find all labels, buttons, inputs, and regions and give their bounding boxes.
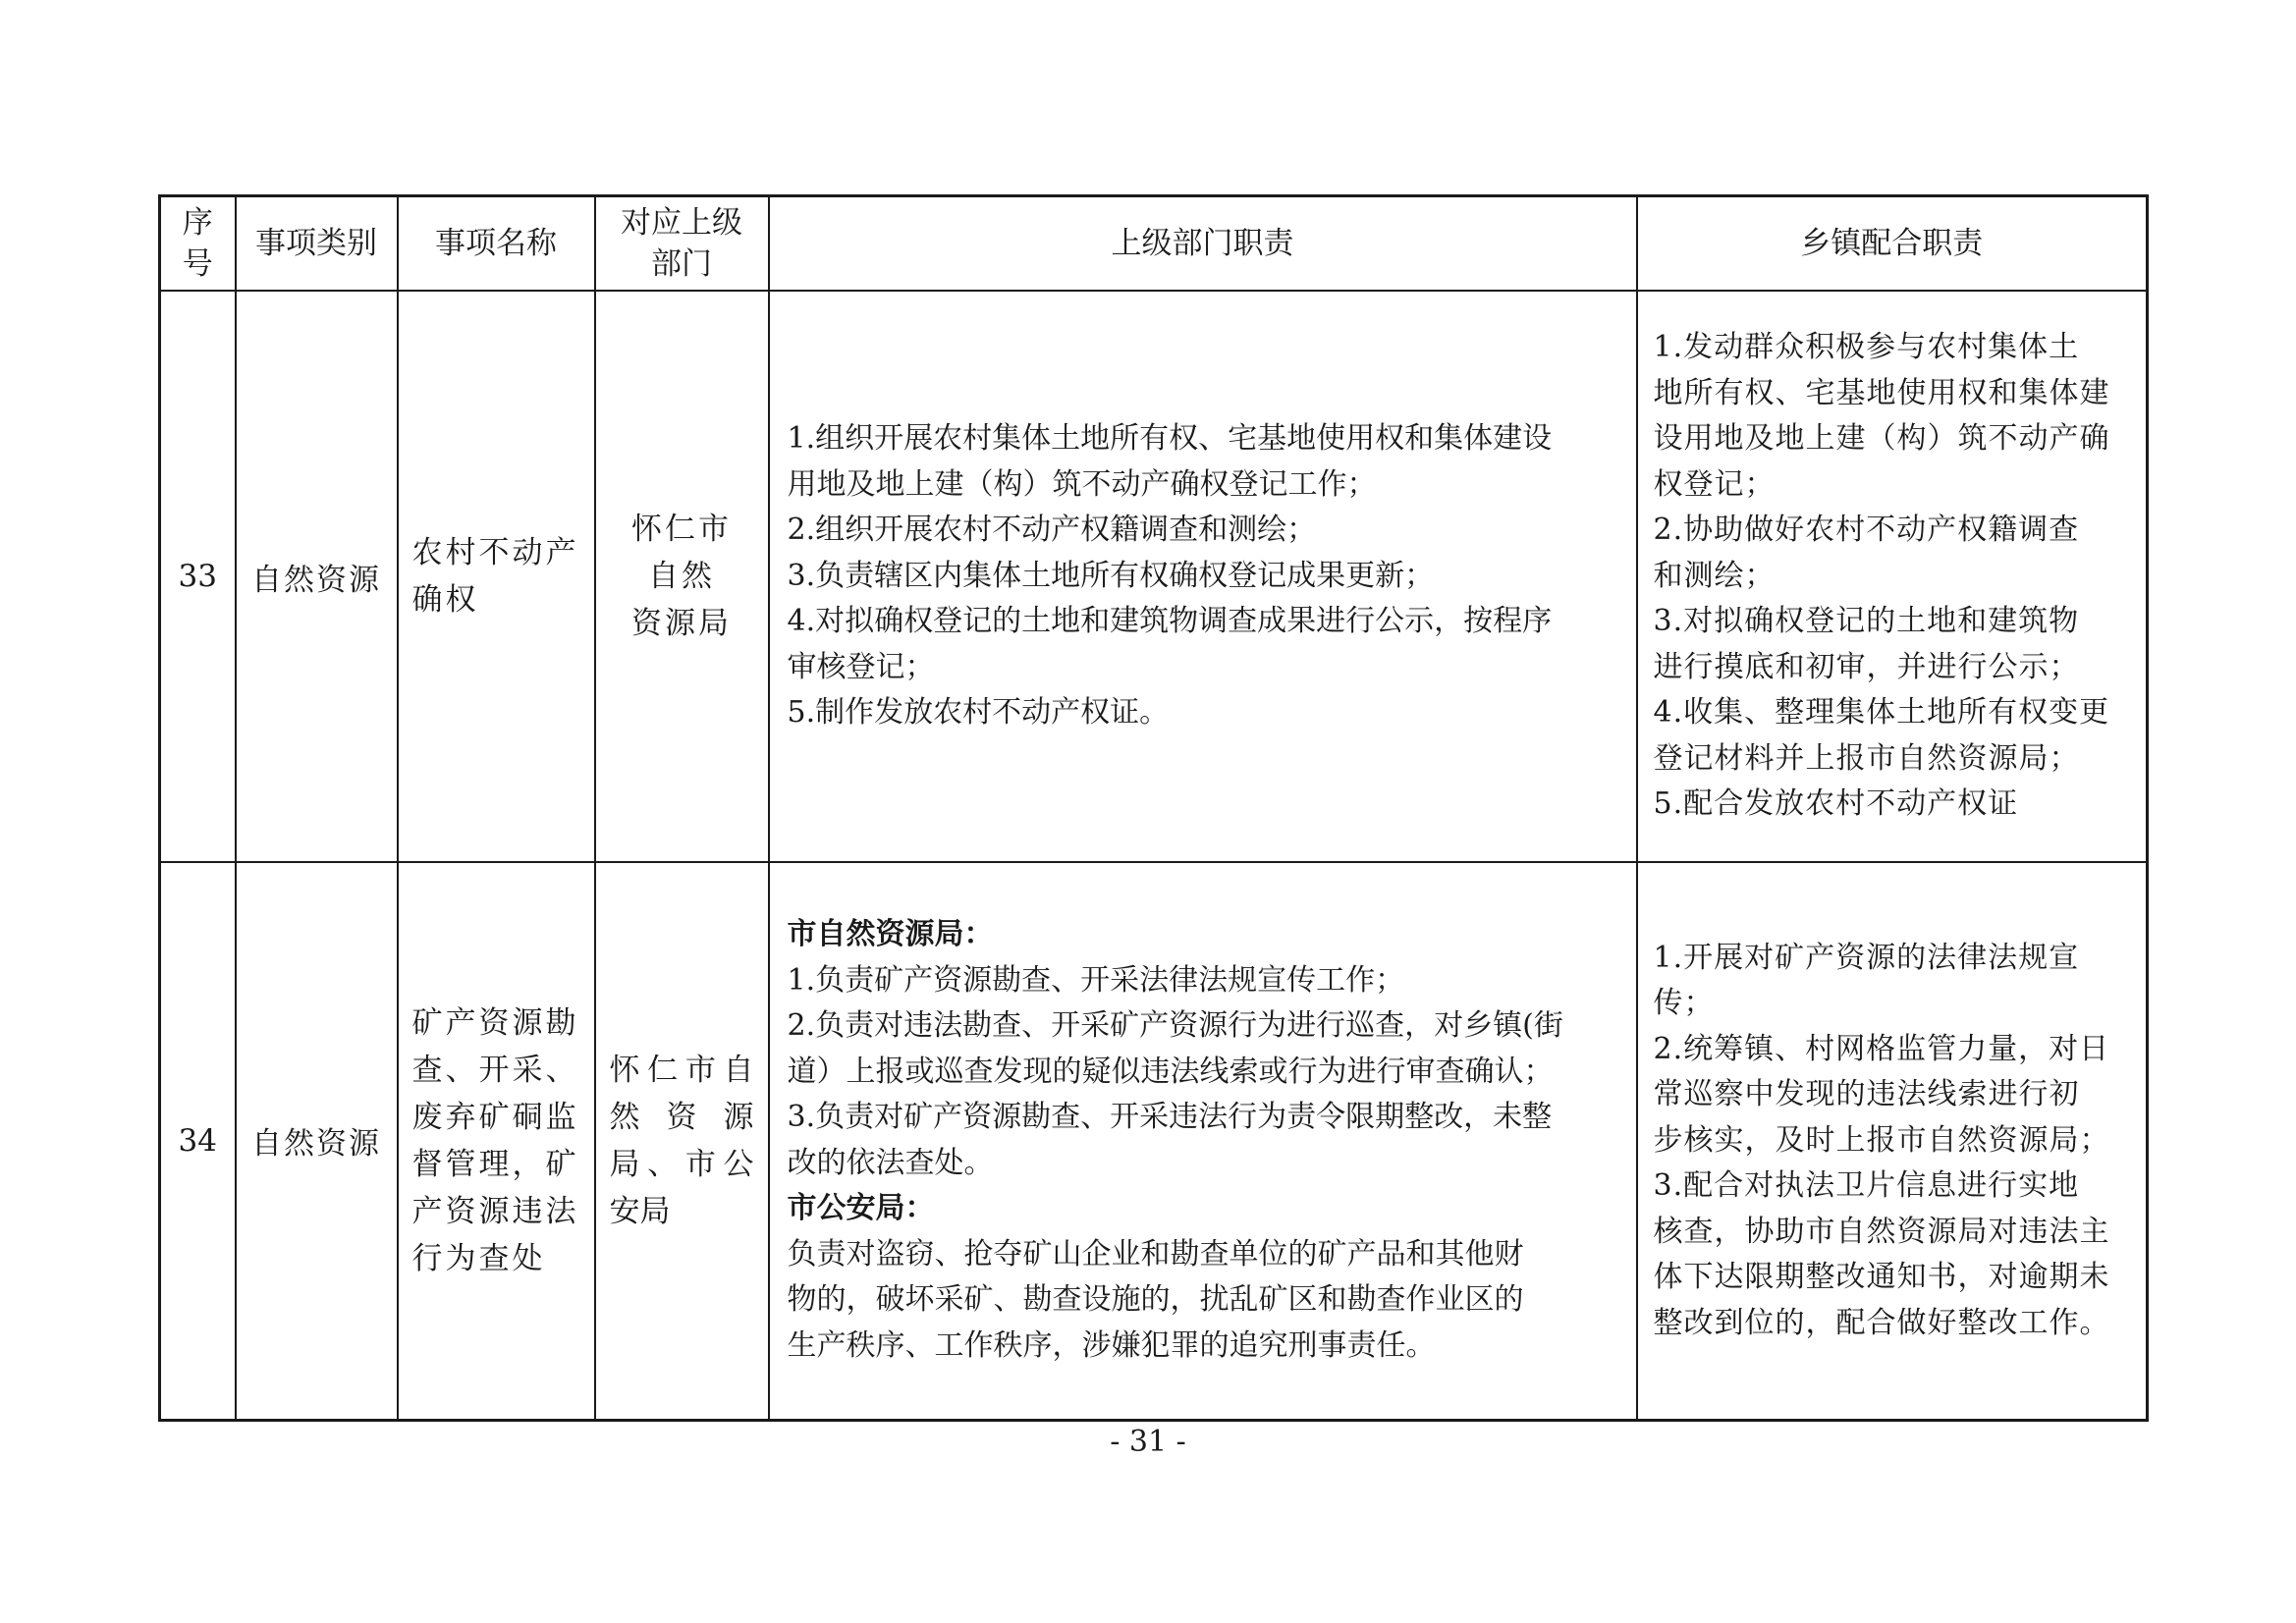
header-name: 事项名称 <box>398 196 595 292</box>
row-item-name: 农村不动产 确权 <box>398 291 595 862</box>
row-category: 自然资源 <box>236 862 398 1420</box>
table-row <box>160 862 2148 1420</box>
row-upper-duties: 1.组织开展农村集体土地所有权、宅基地使用权和集体建设 用地及地上建（构）筑不动产确权登记工作； 2.组织开展农村不动产权籍调查和测绘； 3.负责辖区内集体土地所有权确权登记成果更新； 4.对拟确权登记的土地和建筑物调查成果进行公示，按程序 审核登记； 5.制作发放农村不动产权证。 <box>769 291 1637 862</box>
row-dept: 怀仁市自 然 资 源 局、市公 安局 <box>595 862 769 1420</box>
upper-heading-public-security: 市公安局： <box>787 1191 935 1226</box>
row-dept: 怀仁市 自然 资源局 <box>595 291 769 862</box>
header-upper-duties: 上级部门职责 <box>769 196 1637 292</box>
row-seq: 34 <box>160 862 236 1420</box>
responsibility-table <box>158 194 2149 1422</box>
upper-heading-natural-resources: 市自然资源局： <box>787 917 994 952</box>
header-dept: 对应上级 部门 <box>595 196 769 292</box>
header-seq: 序 号 <box>160 196 236 292</box>
row-town-duties: 1.发动群众积极参与农村集体土 地所有权、宅基地使用权和集体建 设用地及地上建（构）筑不动产确 权登记； 2.协助做好农村不动产权籍调查 和测绘； 3.对拟确权登记的土地和建筑物 进行摸底和初审，并进行公示； 4.收集、整理集体土地所有权变更 登记材料并上报市自然资源局； 5.配合发放农村不动产权证 <box>1637 291 2148 862</box>
row-seq: 33 <box>160 291 236 862</box>
page-number: - 31 - <box>1110 1425 1186 1459</box>
header-town-duties: 乡镇配合职责 <box>1637 196 2148 292</box>
header-category: 事项类别 <box>236 196 398 292</box>
row-item-name: 矿产资源勘 查、开采、 废弃矿硐监 督管理，矿 产资源违法 行为查处 <box>398 862 595 1420</box>
row-category: 自然资源 <box>236 291 398 862</box>
row-town-duties: 1.开展对矿产资源的法律法规宣 传； 2.统筹镇、村网格监管力量，对日 常巡察中发现的违法线索进行初 步核实，及时上报市自然资源局； 3.配合对执法卫片信息进行实地 核查，协助市自然资源局对违法主 体下达限期整改通知书，对逾期未 整改到位的，配合做好整改工作。 <box>1637 862 2148 1420</box>
row-upper-duties: 市自然资源局： 1.负责矿产资源勘查、开采法律法规宣传工作； 2.负责对违法勘查、开采矿产资源行为进行巡查，对乡镇(街 道）上报或巡查发现的疑似违法线索或行为进行审查确认； 3.负责对矿产资源勘查、开采违法行为责令限期整改，未整 改的依法查处。 市公安局： 负责对盗窃、抢夺矿山企业和勘查单位的矿产品和其他财 物的，破坏采矿、勘查设施的，扰乱矿区和勘查作业区的 生产秩序、工作秩序，涉嫌犯罪的追究刑事责任。 <box>769 862 1637 1420</box>
table-header-row <box>160 196 2148 292</box>
table-row <box>160 291 2148 862</box>
